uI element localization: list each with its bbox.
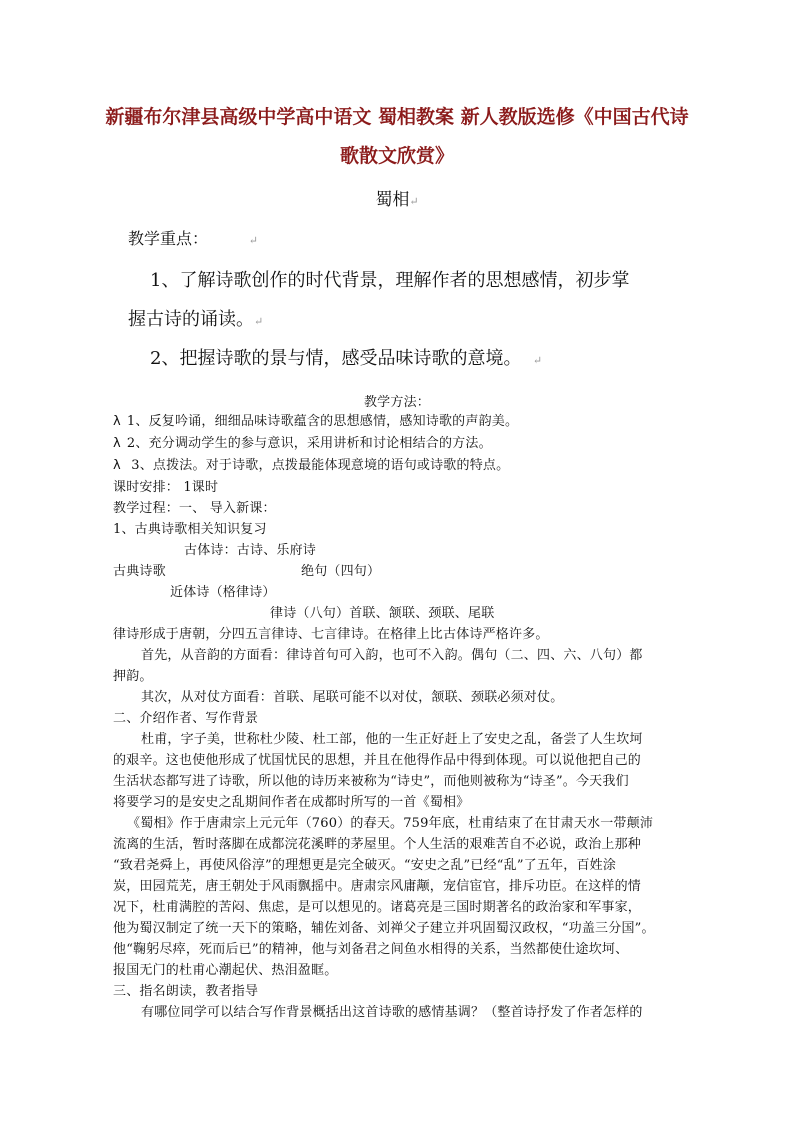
text-line: 古体诗：古诗、乐府诗 (184, 543, 317, 558)
text-line: 律诗（八句）首联、颔联、颈联、尾联 (270, 606, 495, 621)
method-heading: 教学方法： (363, 395, 430, 410)
section-heading: 三、指名朗读，教者指导 (113, 984, 259, 999)
text-line: 首先，从音韵的方面看：律诗首句可入韵，也可不入韵。偶句（二、四、六、八句）都 (141, 648, 643, 663)
focus-item-2: 2、把握诗歌的景与情，感受品味诗歌的意境。 ↵ (150, 348, 543, 369)
focus-item-1-line-1: 1、了解诗歌创作的时代背景，理解作者的思想感情，初步掌 (150, 270, 630, 291)
text-line: 教学过程：一、 导入新课： (113, 501, 276, 516)
document-title-line-1: 新疆布尔津县高级中学高中语文 蜀相教案 新人教版选修《中国古代诗 (105, 106, 689, 128)
text-line: 有哪位同学可以结合写作背景概括出这首诗歌的感情基调？（整首诗抒发了作者怎样的 (141, 1005, 643, 1020)
section-heading: 二、介绍作者、写作背景 (113, 711, 259, 726)
text-line: 古典诗歌 (113, 564, 166, 579)
text-line: 的艰辛。这也使他形成了忧国忧民的思想，并且在他得作品中得到体现。可以说他把自己的 (113, 753, 642, 768)
text-line: 其次，从对仗方面看：首联、尾联可能不以对仗，颔联、颈联必须对仗。 (141, 690, 564, 705)
text-line: 炭，田园荒芜，唐王朝处于风雨飘摇中。唐肃宗风庸颟，宠信宦官，排斥功臣。在这样的情 (113, 879, 642, 894)
text-line: 《蜀相》作于唐肃宗上元元年（760）的春天。759年底，杜甫结束了在甘肃天水一带颠沛 (127, 816, 654, 831)
text-line: 课时安排： 1课时 (113, 480, 219, 495)
text-line: 报国无门的杜甫心潮起伏、热泪盈眶。 (113, 963, 338, 978)
text-line: 律诗形成于唐朝，分四五言律诗、七言律诗。在格律上比古体诗严格许多。 (113, 627, 549, 642)
document-title-line-2: 歌散文欣赏》 (339, 145, 454, 167)
text-line: 他“鞠躬尽瘁，死而后已”的精神，他与刘备君之间鱼水相得的关系，当然都使仕途坎坷、 (113, 942, 629, 957)
text-line: 生活状态都写进了诗歌，所以他的诗历来被称为“诗史”，而他则被称为“诗圣”。今天我们 (113, 774, 629, 789)
text-line: 他为蜀汉制定了统一天下的策略，辅佐刘备、刘禅父子建立并巩固蜀汉政权，“功盖三分国”。 (113, 921, 655, 936)
text-line: 将要学习的是安史之乱期间作者在成都时所写的一首《蜀相》 (113, 795, 470, 810)
method-item: λ 1、反复吟诵，细细品味诗歌蕴含的思想感情，感知诗歌的声韵美。 (113, 414, 519, 429)
lesson-subtitle: 蜀相↵ (375, 190, 419, 210)
text-line: 近体诗（格律诗） (170, 585, 276, 600)
method-item: λ 2、充分调动学生的参与意识，采用讲析和讨论相结合的方法。 (113, 436, 492, 451)
text-line: 流离的生活，暂时落脚在成都浣花溪畔的茅屋里。个人生活的艰难苦自不必说，政治上那种 (113, 837, 642, 852)
text-line: 1、古典诗歌相关知识复习 (113, 522, 267, 537)
text-line: “致君尧舜上，再使风俗淳”的理想更是完全破灭。“安史之乱”已经“乱”了五年，百姓涂 (113, 858, 617, 873)
focus-heading: 教学重点： ↵ (128, 229, 258, 248)
text-line: 杜甫，字子美，世称杜少陵、杜工部，他的一生正好赶上了安史之乱，备尝了人生坎坷 (141, 732, 643, 747)
focus-item-1-line-2: 握古诗的诵读。↵ (128, 309, 264, 330)
text-line: 况下，杜甫满腔的苦闷、焦虑，是可以想见的。诸葛亮是三国时期著名的政治家和军事家， (113, 900, 642, 915)
text-line: 绝句（四句） (301, 564, 381, 579)
text-line: 押韵。 (113, 669, 153, 684)
method-item: λ 3、点拨法。对于诗歌，点拨最能体现意境的语句或诗歌的特点。 (113, 458, 510, 473)
